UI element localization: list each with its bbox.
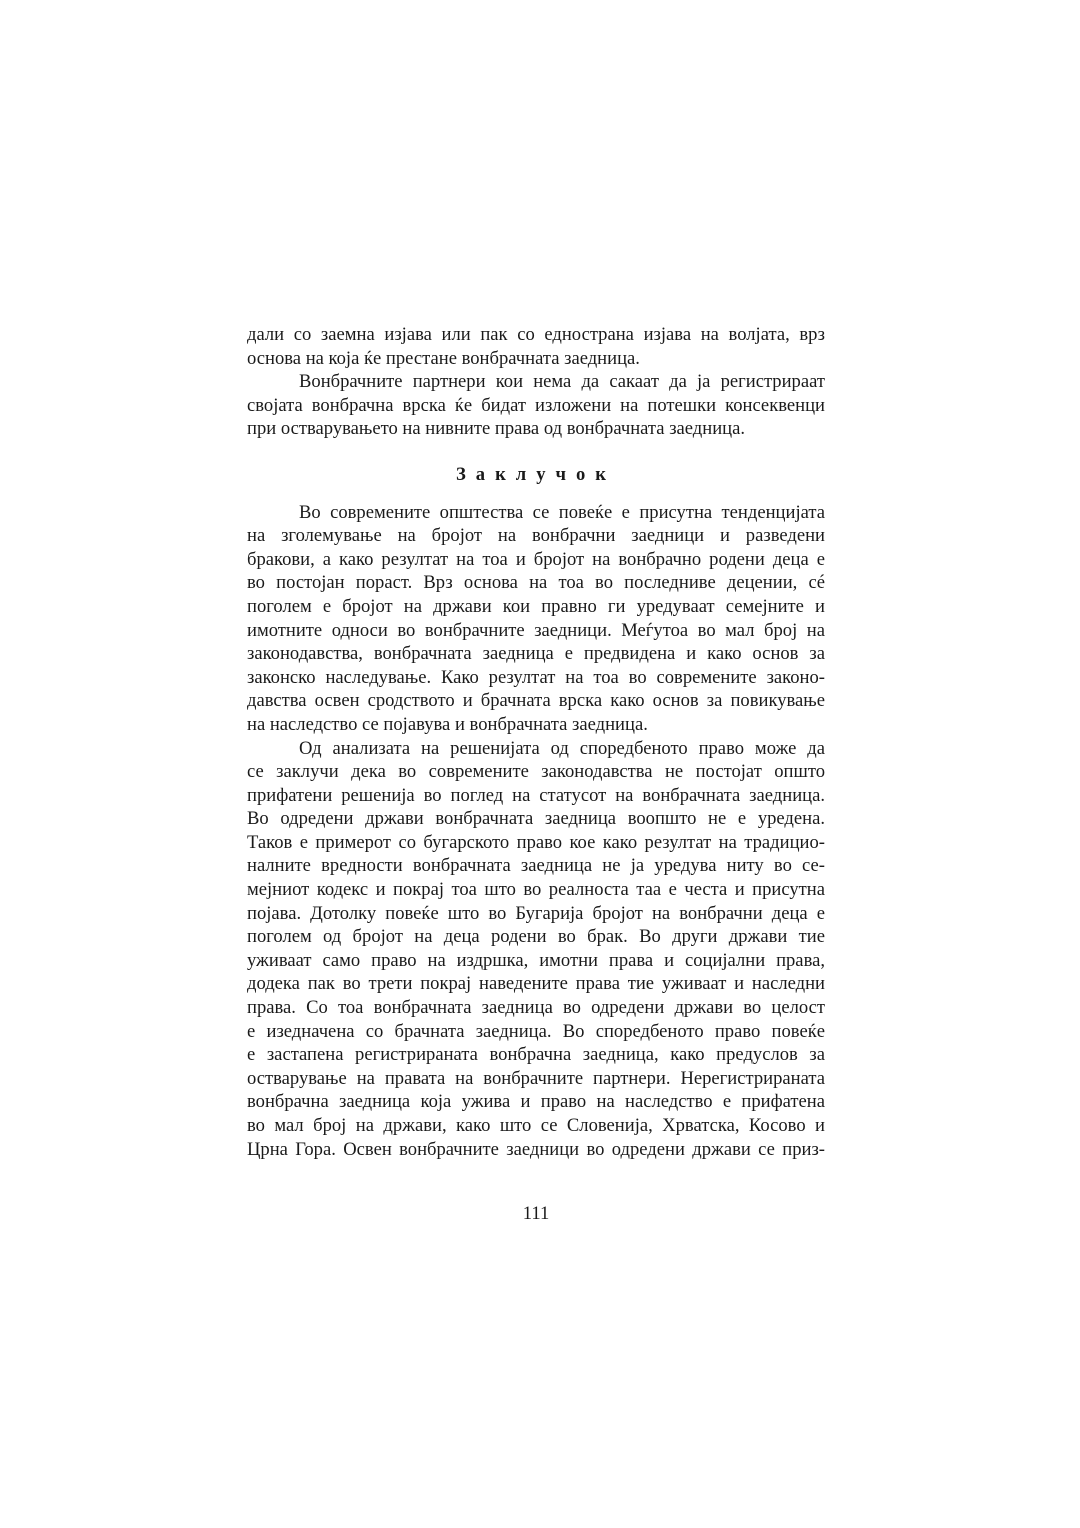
text-line: Во современите општества се повеќе е присутна тенденцијата [299,501,825,523]
text-line: права. Со тоа вонбрачната заедница во одредени држави во целост [247,997,825,1019]
text-line: бракови, а како резултат на тоа и бројот на вонбрачно родени деца е [247,548,825,570]
text-line: давства освен сродството и брачната врска како основ за повикување [247,690,825,712]
text-line: Во одредени држави вонбрачната заедница воопшто не е уредена. [247,808,825,830]
paragraph-conclusion-1 [247,501,825,737]
text-line: Вонбрачните партнери кои нема да сакаат да ја регистрираат [299,371,825,393]
text-line: остварување на правата на вонбрачните партнери. Нерегистрираната [247,1067,825,1089]
text-line: основа на која ќе престане вонбрачната заедница. [247,347,640,369]
text-line: на зголемување на бројот на вонбрачни заедници и разведени [247,525,825,547]
text-line: поголем од бројот на деца родени во брак. Во други држави тие [247,926,825,948]
text-line: на наследство се појавува и вонбрачната заедница. [247,713,648,735]
text-line: вонбрачна заедница која ужива и право на наследство е прифатена [247,1091,825,1113]
text-line: во постојан пораст. Врз основа на тоа во последниве децении, сé [247,572,825,594]
text-line: својата вонбрачна врска ќе бидат изложени на потешки консеквенци [247,394,825,416]
text-line: е изедначена со брачната заедница. Во споредбеното право повеќе [247,1020,825,1042]
page-number: 111 [522,1203,550,1224]
paragraph-conclusion-2 [247,737,825,1162]
text-line: при остварувањето на нивните права од вонбрачната заедница. [247,418,746,440]
text-line: Таков е примерот со бугарското право кое како резултат на традицио- [247,831,825,853]
paragraph-partners [247,370,825,441]
text-line: во мал број на држави, како што се Словенија, Хрватска, Косово и [247,1115,825,1136]
text-line: уживаат само право на издршка, имотни права и социјални права, [247,949,825,971]
text-line: дали со заемна изјава или пак со еднострана изјава на волјата, врз [247,324,825,345]
text-line: законско наследување. Како резултат на тоа во современите законо- [247,666,825,688]
intro-paragraph [247,323,825,370]
text-line: поголем е бројот на држави кои правно ги уредуваат семејните и [247,595,825,617]
text-line: појава. Дотолку повеќе што во Бугарија бројот на вонбрачни деца е [247,902,825,924]
text-line: додека пак во трети покрај наведените права тие уживаат и наследни [247,973,825,995]
text-line: е застапена регистрираната вонбрачна заедница, како предуслов за [247,1044,825,1066]
text-line: Црна Гора. Освен вонбрачните заедници во одредени држави се приз- [247,1138,825,1160]
text-line: се заклучи дека во современите законодавства не постојат општо [247,761,825,783]
text-line: мејниот кодекс и покрај тоа што во реалноста таа е честа и присутна [247,879,825,901]
text-line: Од анализата на решенијата од споредбеното право може да [299,737,825,759]
text-line: прифатени решенија во поглед на статусот на вонбрачната заедница. [247,784,825,806]
text-line: налните вредности вонбрачната заедница не ја уредува ниту во се- [247,855,825,877]
section-heading: Заклучок [455,463,617,485]
text-line: законодавства, вонбрачната заедница е предвидена и како основ за [247,643,825,665]
body-text [247,323,825,1161]
text-line: имотните односи во вонбрачните заедници. Меѓутоа во мал број на [247,619,825,641]
